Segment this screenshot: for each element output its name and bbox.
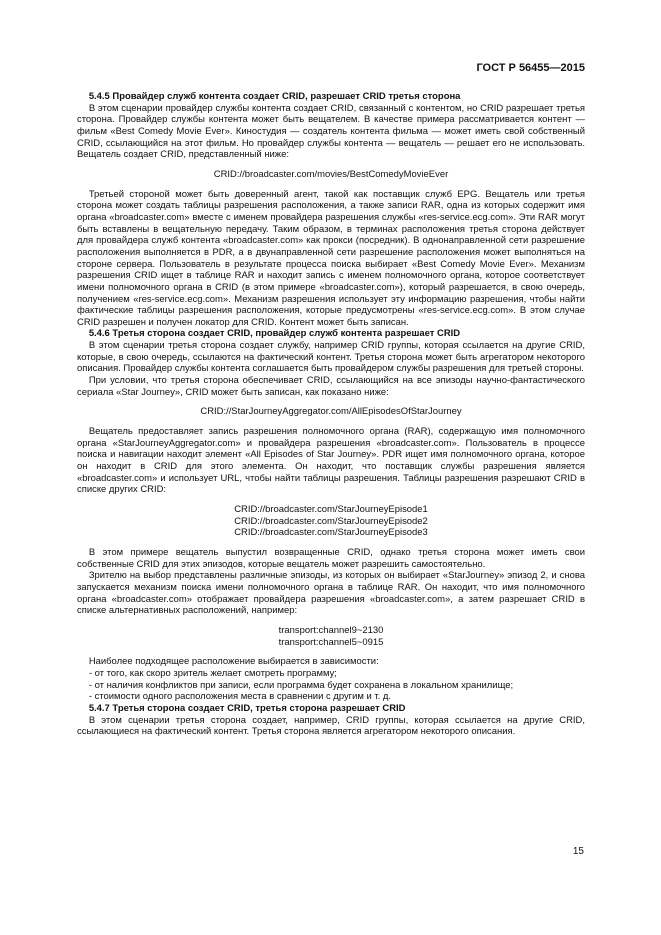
list-item: - стоимости одного расположения места в сравнении с другим и т. д.	[88, 691, 392, 703]
paragraph: В этом сценарии третья сторона создает, например, CRID группы, которая ссылается на другие CRID, ссылающиеся на фактический контент. Третья сторона является агрегатором некоторого описания.	[77, 714, 585, 738]
paragraph: Наиболее подходящее расположение выбирается в зависимости:	[88, 656, 379, 668]
crid-list-item: CRID://broadcaster.com/StarJourneyEpisode2	[234, 515, 428, 527]
crid-list	[77, 504, 585, 539]
list-item: - от того, как скоро зритель желает смотреть программу;	[88, 667, 337, 679]
paragraph: Вещатель предоставляет запись разрешения полномочного органа (RAR), содержащую имя полномочного органа «StarJourneyAggregator.com» и провайдера разрешения «broadcaster.com». Пользователь в процессе поиска и навигации находит элемент «All Episodes of Star Journey». PDR ищет имя полномочного органа, которое он находит в CRID для этого элемента. Он находит, что поставщик службы разрешения является «broadcaster.com» и использует URL, чтобы найти таблицы разрешения. Таблицы разрешения разрешают CRID в списке других CRID:	[77, 426, 585, 496]
crid-example: CRID://broadcaster.com/movies/BestComedyMovieEver	[213, 168, 449, 180]
document-body	[77, 91, 585, 738]
paragraph: Третьей стороной может быть доверенный агент, такой как поставщик служб EPG. Вещатель или третья сторона может создать таблицы разрешения расположения, а также записи RAR, одна из которых содержит имя органа «broadcaster.com» вместе с именем провайдера разрешения службы «res-service.ecg.com». Эти RAR могут быть вставлены в вещательную передачу. Таким образом, в терминах расположения третья сторона действует для провайдера служб контента «broadcaster.com» как прокси (посредник). В однонаправленной сети разрешение расположения выполняется в PDR, а в двунаправленной сети разрешение расположения может выполняться на стороне сервера. Пользователь в результате процесса поиска выбирает «Best Comedy Movie Ever». Механизм разрешения CRID ищет в таблице RAR и находит запись с именем полномочного органа, которое соответствует имени полномочного органа в CRID (в этом примере «broadcaster.com»), который разрешается, в свою очередь, получением «res-service.ecg.com». Механизм разрешения использует эту информацию разрешения, чтобы найти фактические таблицы разрешения расположения, которые предусмотрены «res-service.ecg.com». В этом случае CRID разрешен и получен локатор для CRID. Контент может быть записан.	[77, 188, 585, 328]
transport-item: transport:channel9~2130	[278, 624, 384, 636]
section-heading-5-4-5: 5.4.5 Провайдер служб контента создает CRID, разрешает CRID третья сторона	[88, 91, 461, 102]
criteria-list	[77, 668, 585, 703]
paragraph: В этом сценарии третья сторона создает службу, например CRID группы, которая ссылается на другие CRID, которые, в свою очередь, ссылаются на фактический контент. Третья сторона может быть агрегатором некоторого описания. Провайдер службы контента соглашается быть провайдером службы разрешения для третьей стороны.	[77, 340, 585, 375]
paragraph: В этом примере вещатель выпустил возвращенные CRID, однако третья сторона может иметь свои собственные CRID для этих эпизодов, которые вещатель может разрешить самостоятельно.	[77, 546, 585, 570]
section-heading-5-4-6: 5.4.6 Третья сторона создает CRID, провайдер служб контента разрешает CRID	[88, 328, 461, 340]
section-heading-5-4-7: 5.4.7 Третья сторона создает CRID, третья сторона разрешает CRID	[88, 702, 406, 714]
paragraph: Зрителю на выбор представлены различные эпизоды, из которых он выбирает «StarJourney» эпизод 2, и снова запускается механизм поиска имени полномочного органа в таблице RAR. Он находит, что имя полномочного органа «broadcaster.com» отображает провайдера разрешения «broadcaster.com», а затем разрешает CRID в списке альтернативных расположений, например:	[77, 570, 585, 617]
page-number: 15	[572, 846, 584, 857]
paragraph: В этом сценарии провайдер службы контента создает CRID, связанный с контентом, но CRID разрешает третья сторона. Провайдер службы контента может быть вещателем. В качестве примера рассматривается контент — фильм «Best Comedy Movie Ever». Киностудия — создатель контента фильма — может иметь свой собственный CRID, ссылающийся на этот фильм. Но провайдер службы контента — вещатель — решает его не использовать. Вещатель создает CRID, представленный ниже:	[77, 102, 585, 161]
crid-example: CRID://StarJourneyAggregator.com/AllEpisodesOfStarJourney	[200, 406, 462, 418]
paragraph: При условии, что третья сторона обеспечивает CRID, ссылающийся на все эпизоды научно-фантастического сериала «Star Journey», CRID может быть записан, как показано ниже:	[77, 375, 585, 398]
document-code-header: ГОСТ Р 56455—2015	[476, 62, 585, 74]
transport-list	[77, 625, 585, 648]
list-item: - от наличия конфликтов при записи, если программа будет сохранена в локальном хранилище;	[88, 679, 514, 691]
crid-list-item: CRID://broadcaster.com/StarJourneyEpisode3	[234, 527, 428, 539]
transport-item: transport:channel5~0915	[278, 636, 384, 648]
crid-list-item: CRID://broadcaster.com/StarJourneyEpisode1	[234, 504, 428, 515]
